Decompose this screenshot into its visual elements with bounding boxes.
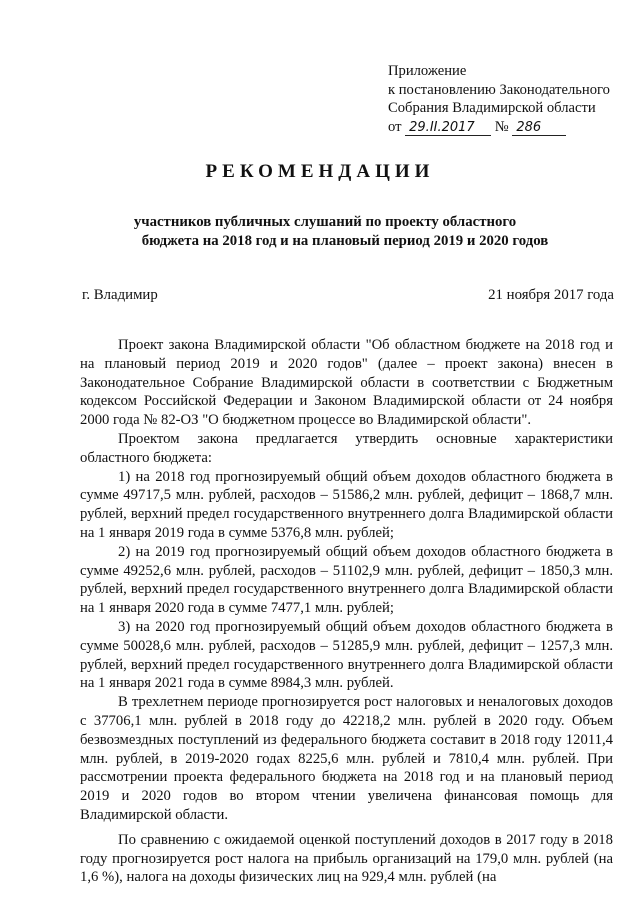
paragraph: По сравнению с ожидаемой оценкой поступлений доходов в 2017 году в 2018 году прогнозируется рост налога на прибыль организаций на 179,0 млн. рублей (на 1,6 %), налога на доходы физических лиц на 929,4 млн. рублей (на — [80, 831, 613, 886]
paragraph: 1) на 2018 год прогнозируемый общий объем доходов областного бюджета в сумме 49717,5 млн. рублей, расходов – 51586,2 млн. рублей, дефицит – 1868,7 млн. рублей, верхний предел государственного внутреннего долга Владимирской области на 1 января 2019 года в сумме 5376,8 млн. рублей; — [80, 468, 613, 541]
document-body — [80, 336, 613, 887]
number-label: № — [494, 118, 509, 135]
appendix-line-1: Приложение — [388, 63, 467, 79]
document-subtitle — [0, 213, 640, 251]
handwritten-date: 29.II.2017 — [405, 120, 491, 136]
from-label: от — [388, 118, 402, 135]
paragraph: Проект закона Владимирской области "Об областном бюджете на 2018 год и на плановый период 2019 и 2020 годов" (далее – проект закона) внесен в Законодательное Собрание Владимирской области в соответствии с Бюджетным кодексом Российской Федерации и Законом Владимирской области от 24 ноября 2000 года № 82-ОЗ "О бюджетном процессе во Владимирской области". — [80, 337, 613, 429]
document-title: РЕКОМЕНДАЦИИ — [205, 161, 435, 182]
appendix-line-2: к постановлению Законодательного — [388, 81, 610, 98]
document-date: 21 ноября 2017 года — [488, 287, 614, 303]
paragraph: Проектом закона предлагается утвердить основные характеристики областного бюджета: — [80, 430, 613, 466]
subtitle-line-1: участников публичных слушаний по проекту областного — [133, 214, 517, 230]
appendix-block — [388, 62, 610, 136]
place-label: г. Владимир — [82, 287, 158, 303]
paragraph: 2) на 2019 год прогнозируемый общий объем доходов областного бюджета в сумме 49252,6 млн. рублей, расходов – 51102,9 млн. рублей, дефицит – 1850,3 млн. рублей, верхний предел государственного внутреннего долга Владимирской области на 1 января 2020 года в сумме 7477,1 млн. рублей; — [80, 543, 613, 617]
subtitle-line-2: бюджета на 2018 год и на плановый период 2019 и 2020 годов — [141, 233, 549, 249]
paragraph: В трехлетнем периоде прогнозируется рост налоговых и неналоговых доходов с 37706,1 млн. рублей в 2018 году до 42218,2 млн. рублей в 2020 году. Объем безвозмездных поступлений из федерального бюджета составит в 2018 году 12011,4 млн. рублей, в 2019-2020 годах 8225,6 млн. рублей и 7810,4 млн. рублей. При рассмотрении проекта федерального бюджета на 2018 год и на плановый период 2019 и 2020 годов во втором чтении увеличена финансовая помощь для Владимирской области. — [80, 694, 613, 823]
handwritten-number: 286 — [512, 120, 566, 136]
paragraph: 3) на 2020 год прогнозируемый общий объем доходов областного бюджета в сумме 50028,6 млн. рублей, расходов – 51285,9 млн. рублей, дефицит – 1257,3 млн. рублей, верхний предел государственного внутреннего долга Владимирской области на 1 января 2021 года в сумме 8984,3 млн. рублей. — [80, 618, 613, 692]
appendix-line-3: Собрания Владимирской области — [388, 100, 596, 116]
appendix-line-4 — [388, 118, 610, 137]
